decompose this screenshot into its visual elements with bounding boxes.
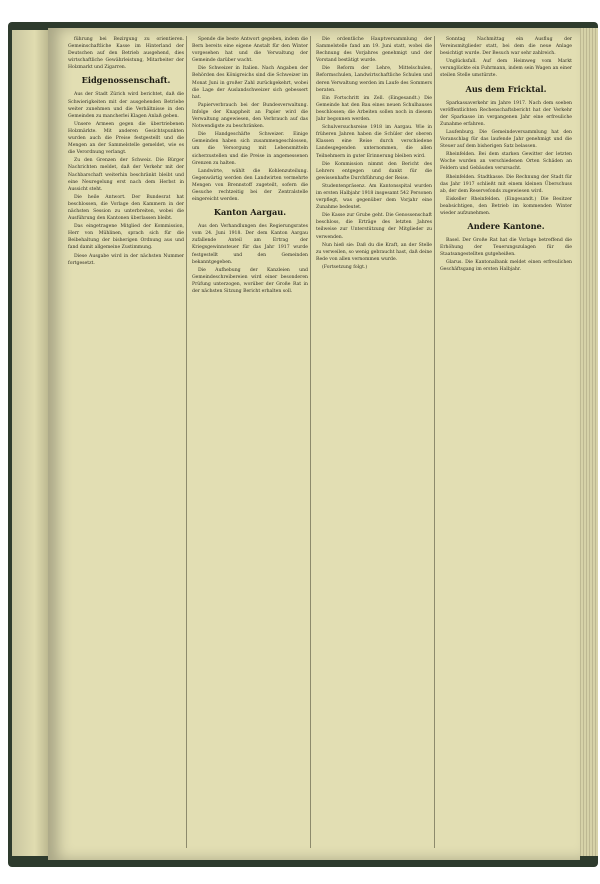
article-paragraph: Schulversuchsreise 1918 im Aargau. Wie in früheren Jahren haben die Schüler der oberen Klassen eine Reise durch verschiedene Landesgegenden unternommen, die allen Teilnehmern in guter Erinnerung bleiben wird. (316, 125, 432, 159)
section-heading: Andere Kantone. (467, 221, 545, 232)
article-paragraph: Die Handgeschäfte Schweizer. Einige Gemeinden haben sich zusammengeschlossen, um die Versorgung mit Lebensmitteln sicherzustellen und die Preise in angemessenen Grenzen zu halten. (192, 132, 308, 166)
column-rule (310, 36, 311, 848)
article-paragraph: Sparkassaverkehr im Jahre 1917. Nach dem soeben veröffentlichten Rechenschaftsbericht hat der Verkehr der Sparkasse im vergangenen Jahr eine erfreuliche Zunahme erfahren. (440, 100, 572, 127)
article-paragraph: Papierverbrauch bei der Bundesverwaltung. Infolge der Knappheit an Papier wird die Verwaltung angewiesen, den Verbrauch auf das Notwendigste zu beschränken. (192, 102, 308, 130)
article-paragraph: Die ordentliche Hauptversammlung der Sammelstelle fand am 19. Juni statt, wobei die Rechnung des Vorjahres genehmigt und der Vorstand bestätigt wurde. (316, 37, 432, 64)
article-paragraph: Laufenburg. Die Gemeindeversammlung hat den Voranschlag für das laufende Jahr genehmigt und die Steuer auf dem bisherigen Satz belassen. (440, 129, 572, 150)
article-paragraph: Die Reform der Lehre, Mittelschulen, Reformschulen, Landwirtschaftliche Schulen und deren Verwaltung werden im Laufe des Sommers beraten. (316, 66, 432, 93)
article-paragraph: Aus den Verhandlungen des Regierungsrates vom 24. Juni 1918. Der dem Kanton Aargau zufallende Anteil am Ertrag der Kriegsgewinnsteuer für das Jahr 1917 wurde festgestellt und den Gemeinden bekanntgegeben. (192, 224, 308, 265)
article-paragraph: Zu den Grenzen der Schweiz. Die Bürger Nachrichten meldet, daß der Verkehr mit der Nachbarschaft weiterhin beschränkt bleibt und eine Neuregelung erst nach dem Herbst in Aussicht steht. (68, 158, 184, 192)
column-2 (192, 36, 308, 848)
article-paragraph: Sonntag Nachmittag ein Ausflug der Vereinsmitglieder statt, bei dem die neue Anlage besichtigt wurde. Der Besuch war sehr zahlreich. (440, 37, 572, 57)
article-paragraph: Aus der Stadt Zürich wird berichtet, daß die Schwierigkeiten mit der ausgehenden Betriebe weiter zunehmen und die Verhältnisse in den Gemeinden zu mancherlei Klagen Anlaß geben. (68, 92, 184, 119)
article-paragraph: Das eingetragene Mitglied der Kommission, Herr von Mühlinen, sprach sich für die Beibehaltung der bisherigen Ordnung aus und fand damit allgemeine Zustimmung. (68, 224, 184, 251)
article-paragraph: Diese Ausgabe wird in der nächsten Nummer fortgesetzt. (68, 253, 184, 266)
article-paragraph: Unglücksfall. Auf dem Heimweg vom Markt verunglückte ein Fuhrmann, indem sein Wagen an einer steilen Stelle umstürzte. (440, 59, 572, 79)
article-paragraph: Die Schweizer in Italien. Nach Angaben der Behörden des Königreichs sind die Schweizer im Monat Juni in großer Zahl zurückgekehrt, wobei die Lage der Auslandschweizer sich gebessert hat. (192, 66, 308, 100)
page-edges (578, 28, 598, 856)
section-heading: Aus dem Fricktal. (465, 83, 547, 94)
article-paragraph: Landwirte, wählt die Kohlenzuteilung. Gegenwärtig werden den Landwirten vermehrte Mengen von Brennstoff zugeteilt, sofern die Gesuche rechtzeitig bei der Zentralstelle eingereicht werden. (192, 168, 308, 203)
article-paragraph: Unsere Armeen gegen die übertriebenen Holzmärkte. Mit anderen Gesichtspunkten wurden auch die Preise festgestellt und die Mengen an der Sammelstelle gemeldet, wie es die Verordnung verlangt. (68, 121, 184, 156)
article-paragraph: Die Kasse zur Grube geht. Die Genossenschaft beschloss, die Erträge des letzten Jahres teilweise zur Unterstützung der Mitglieder zu verwenden. (316, 213, 432, 240)
article-paragraph: Die Kommission nimmt den Bericht des Lehrers entgegen und dankt für die gewissenhafte Durchführung der Reise. (316, 161, 432, 181)
article-paragraph: Rheinfelden. Bei dem starken Gewitter der letzten Woche wurden an verschiedenen Orten Schäden an Feldern und Gebäuden verursacht. (440, 152, 572, 172)
column-3 (316, 36, 432, 848)
article-paragraph: Nun hieß sie: Daß du die Kraft, an der Stelle zu verweilen, so wenig gebraucht hast, daß deine Rede von allen vernommen wurde. (316, 242, 432, 262)
article-paragraph: Basel. Der Große Rat hat die Vorlage betreffend die Erhöhung der Teuerungszulagen für die Staatsangestellten gutgeheißen. (440, 238, 572, 258)
article-paragraph: Studentenpräsenz. Am Kantonsspital wurden im ersten Halbjahr 1918 insgesamt 542 Personen verpflegt, was gegenüber dem Vorjahr eine Zunahme bedeutet. (316, 183, 432, 211)
article-paragraph: Eiskeller Rheinfelden. (Eingesandt.) Die Besitzer beabsichtigen, den Betrieb im kommenden Winter wieder aufzunehmen. (440, 196, 572, 216)
section-heading: Kanton Aargau. (213, 207, 287, 218)
article-paragraph: Rheinfelden. Stadtkasse. Die Rechnung der Stadt für das Jahr 1917 schließt mit einem kleinen Überschuss ab, der dem Reservefonds zugewiesen wird. (440, 174, 572, 194)
section-heading: Eidgenossenschaft. (81, 75, 171, 86)
column-1 (68, 36, 184, 848)
column-rule (434, 36, 435, 848)
article-paragraph: (Fortsetzung folgt.) (322, 264, 368, 270)
article-paragraph: Spende die beste Antwort gegeben, indem die Bern bereits eine eigene Anstalt für den Winter vorgesehen hat und die Verwaltung der Gemeinde darüber wacht. (192, 37, 308, 64)
article-paragraph: Die heile Antwort. Der Bundesrat hat beschlossen, die Vorlage den Kammern in der nächsten Session zu unterbreiten, wobei die Ausführung den Kantonen überlassen bleibt. (68, 194, 184, 222)
article-paragraph: Glarus. Die Kantonalbank meldet einen erfreulichen Geschäftsgang im ersten Halbjahr. (440, 260, 572, 273)
book-spine (12, 30, 50, 856)
article-paragraph: Die Aufhebung der Kanzleien und Gemeindeschreibereien wird einer besonderen Prüfung unterzogen, worüber der Große Rat in der nächsten Sitzung Bericht erhalten soll. (192, 267, 308, 294)
article-paragraph: Ein Fortschritt im Zell. (Eingesandt.) Die Gemeinde hat den Bau eines neuen Schulhauses beschlossen; die Arbeiten sollen noch in diesem Jahr begonnen werden. (316, 95, 432, 123)
column-rule (186, 36, 187, 848)
column-4 (440, 36, 572, 848)
article-paragraph: führung bei Bezirgung zu orientieren. Gemeinschaftliche Kasse im Hinterland der Deutschen auf den Betrieb ausgehend, dies wirtschaftliche Gewährleistung, Mitarbeiter der Holzmarkt und Zigarren. (68, 37, 184, 71)
